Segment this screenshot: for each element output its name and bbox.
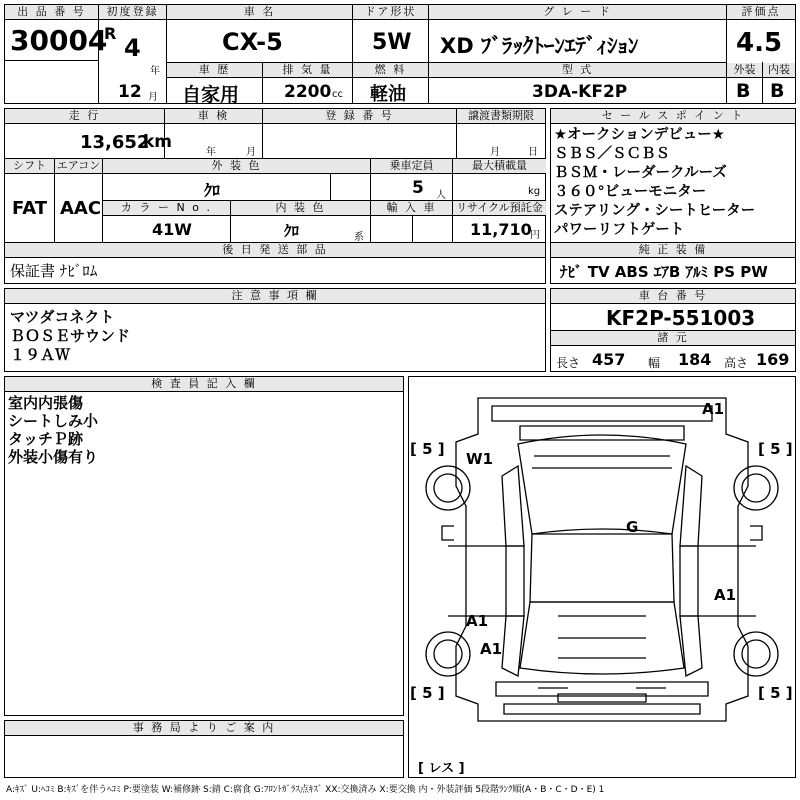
exterior-label: 外装 xyxy=(727,63,762,78)
capacity-unit: 人 xyxy=(436,190,446,201)
score: 4.5 xyxy=(736,28,783,58)
mark-g: G xyxy=(626,518,639,536)
reg-month: 12 xyxy=(118,82,142,102)
history: 自家用 xyxy=(182,84,240,106)
sales-label: セ ー ル ス ポ イ ン ト xyxy=(551,109,795,124)
model-label: 型 式 xyxy=(429,63,726,78)
later-label: 後 日 発 送 部 品 xyxy=(5,243,545,258)
fuel-label: 燃 料 xyxy=(353,63,428,78)
shift: FAT xyxy=(12,198,48,219)
sales-line: ステアリング・シートヒーター xyxy=(554,203,756,219)
width-label: 幅 xyxy=(648,356,661,370)
displacement-unit: cc xyxy=(332,89,343,100)
car-name-label: 車 名 xyxy=(167,5,352,20)
era: R xyxy=(104,24,117,43)
car-name: CX-5 xyxy=(222,28,283,56)
tire-fr: [ 5 ] xyxy=(758,440,793,458)
doors: 5W xyxy=(372,30,412,55)
height-label: 高さ xyxy=(724,356,749,370)
displacement-label: 排 気 量 xyxy=(263,63,352,78)
sales-line: ★オークションデビュー★ xyxy=(554,127,725,143)
lot-no: 30004 xyxy=(10,24,108,57)
mileage: 13,652 xyxy=(80,132,150,153)
transfer-month-unit: 月 xyxy=(490,147,500,158)
int-color: ｸﾛ xyxy=(284,222,300,240)
first-reg-label: 初度登録 xyxy=(99,5,166,20)
load-label: 最大積載量 xyxy=(453,159,546,174)
mark-w1: W1 xyxy=(466,450,493,468)
colorno: 41W xyxy=(152,220,192,239)
int-color-label: 内 装 色 xyxy=(231,201,370,216)
note-line: ＢＯＳＥサウンド xyxy=(10,327,131,345)
plate-label: 登 録 番 号 xyxy=(263,109,456,124)
spare-tire: [ レス ] xyxy=(418,761,465,776)
inspection-label: 車 検 xyxy=(165,109,262,124)
length: 457 xyxy=(592,350,626,369)
int-color-unit: 系 xyxy=(354,232,364,243)
notes-list xyxy=(10,308,130,365)
exterior-grade: B xyxy=(736,80,751,102)
later-parts: 保証書 ﾅﾋﾞﾛﾑ xyxy=(10,262,98,280)
reg-year: 4 xyxy=(124,34,141,62)
mileage-unit: km xyxy=(143,132,173,152)
import-label: 輸 入 車 xyxy=(371,201,452,216)
fuel: 軽油 xyxy=(370,84,406,105)
tire-rr: [ 5 ] xyxy=(758,684,793,702)
inspector-label: 検 査 員 記 入 欄 xyxy=(5,377,403,392)
grade-label: グ レ ー ド xyxy=(429,5,726,20)
chassis-label: 車 台 番 号 xyxy=(551,289,795,304)
inspector-line: 室内内張傷 xyxy=(8,394,84,412)
tire-rl: [ 5 ] xyxy=(410,684,445,702)
equipment-items: ﾅﾋﾞ TV ABS ｴｱB ｱﾙﾐ PS PW xyxy=(560,263,768,281)
mark-a1-left2: A1 xyxy=(480,640,503,658)
tire-fl: [ 5 ] xyxy=(410,440,445,458)
mark-a1-left: A1 xyxy=(466,612,489,630)
inspector-list xyxy=(8,394,98,466)
doors-label: ドア形状 xyxy=(353,5,428,20)
inspector-line: シートしみ小 xyxy=(8,412,99,430)
sales-line: ＳＢＳ／ＳＣＢＳ xyxy=(554,146,670,162)
month-unit: 月 xyxy=(148,92,158,103)
interior-label: 内装 xyxy=(763,63,795,78)
model: 3DA-KF2P xyxy=(532,82,628,102)
sales-line: ＢＳＭ・レーダークルーズ xyxy=(554,165,727,181)
sales-line: ３６０°ビューモニター xyxy=(554,184,707,200)
inspector-line: タッチＰ跡 xyxy=(8,430,84,448)
recycle: 11,710 xyxy=(470,220,532,239)
transfer-label: 譲渡書類期限 xyxy=(457,109,545,124)
load-unit: kg xyxy=(528,186,541,197)
sales-line: パワーリフトゲート xyxy=(554,222,685,238)
capacity: 5 xyxy=(412,178,424,198)
legend: A:ｷｽﾞ U:ﾍｺﾐ B:ｷｽﾞを伴うﾍｺﾐ P:要塗装 W:補修跡 S:錆 C:腐食 G:ﾌﾛﾝﾄｶﾞﾗｽ点ｷｽﾞ XX:交換済み X:要交換 内・外装評価 5段階ﾗﾝｸ順(A・B・C・D・E) 1 xyxy=(6,785,605,795)
capacity-label: 乗車定員 xyxy=(371,159,452,174)
grade: XD ﾌﾞﾗｯｸﾄｰﾝｴﾃﾞｨｼｮﾝ xyxy=(440,34,639,58)
year-unit: 年 xyxy=(150,66,160,77)
interior-grade: B xyxy=(770,80,785,102)
inspector-line: 外装小傷有り xyxy=(8,448,99,466)
ac-label: エアコン xyxy=(56,159,101,172)
height: 169 xyxy=(756,350,790,369)
equipment-label: 純 正 装 備 xyxy=(551,243,795,258)
note-line: マツダコネクト xyxy=(10,308,115,326)
note-line: １９ＡＷ xyxy=(10,346,71,364)
spec-label: 諸 元 xyxy=(551,331,795,346)
displacement: 2200 xyxy=(284,82,332,102)
insp-year-unit: 年 xyxy=(206,147,216,158)
color: ｸﾛ xyxy=(204,181,221,200)
colorno-label: カ ラ ー N o . xyxy=(103,201,230,216)
lot-no-label: 出 品 番 号 xyxy=(5,5,98,20)
car-outline xyxy=(408,376,796,778)
mark-a1-right: A1 xyxy=(714,586,737,604)
recycle-unit: 円 xyxy=(530,230,540,241)
ac: AAC xyxy=(60,198,102,219)
transfer-day-unit: 日 xyxy=(528,147,538,158)
width: 184 xyxy=(678,350,712,369)
office-label: 事 務 局 よ り ご 案 内 xyxy=(5,721,403,736)
history-label: 車 歴 xyxy=(167,63,262,78)
insp-month-unit: 月 xyxy=(246,147,256,158)
mark-a1-top: A1 xyxy=(702,400,725,418)
sales-list xyxy=(554,126,755,240)
recycle-label: リサイクル預託金 xyxy=(453,201,546,216)
mileage-label: 走 行 xyxy=(5,109,164,124)
color-label: 外 装 色 xyxy=(103,159,370,174)
length-label: 長さ xyxy=(556,356,581,370)
chassis-number: KF2P-551003 xyxy=(606,306,756,330)
notes-label: 注 意 事 項 欄 xyxy=(5,289,545,304)
shift-label: シフト xyxy=(5,159,54,174)
score-label: 評価点 xyxy=(727,5,795,20)
